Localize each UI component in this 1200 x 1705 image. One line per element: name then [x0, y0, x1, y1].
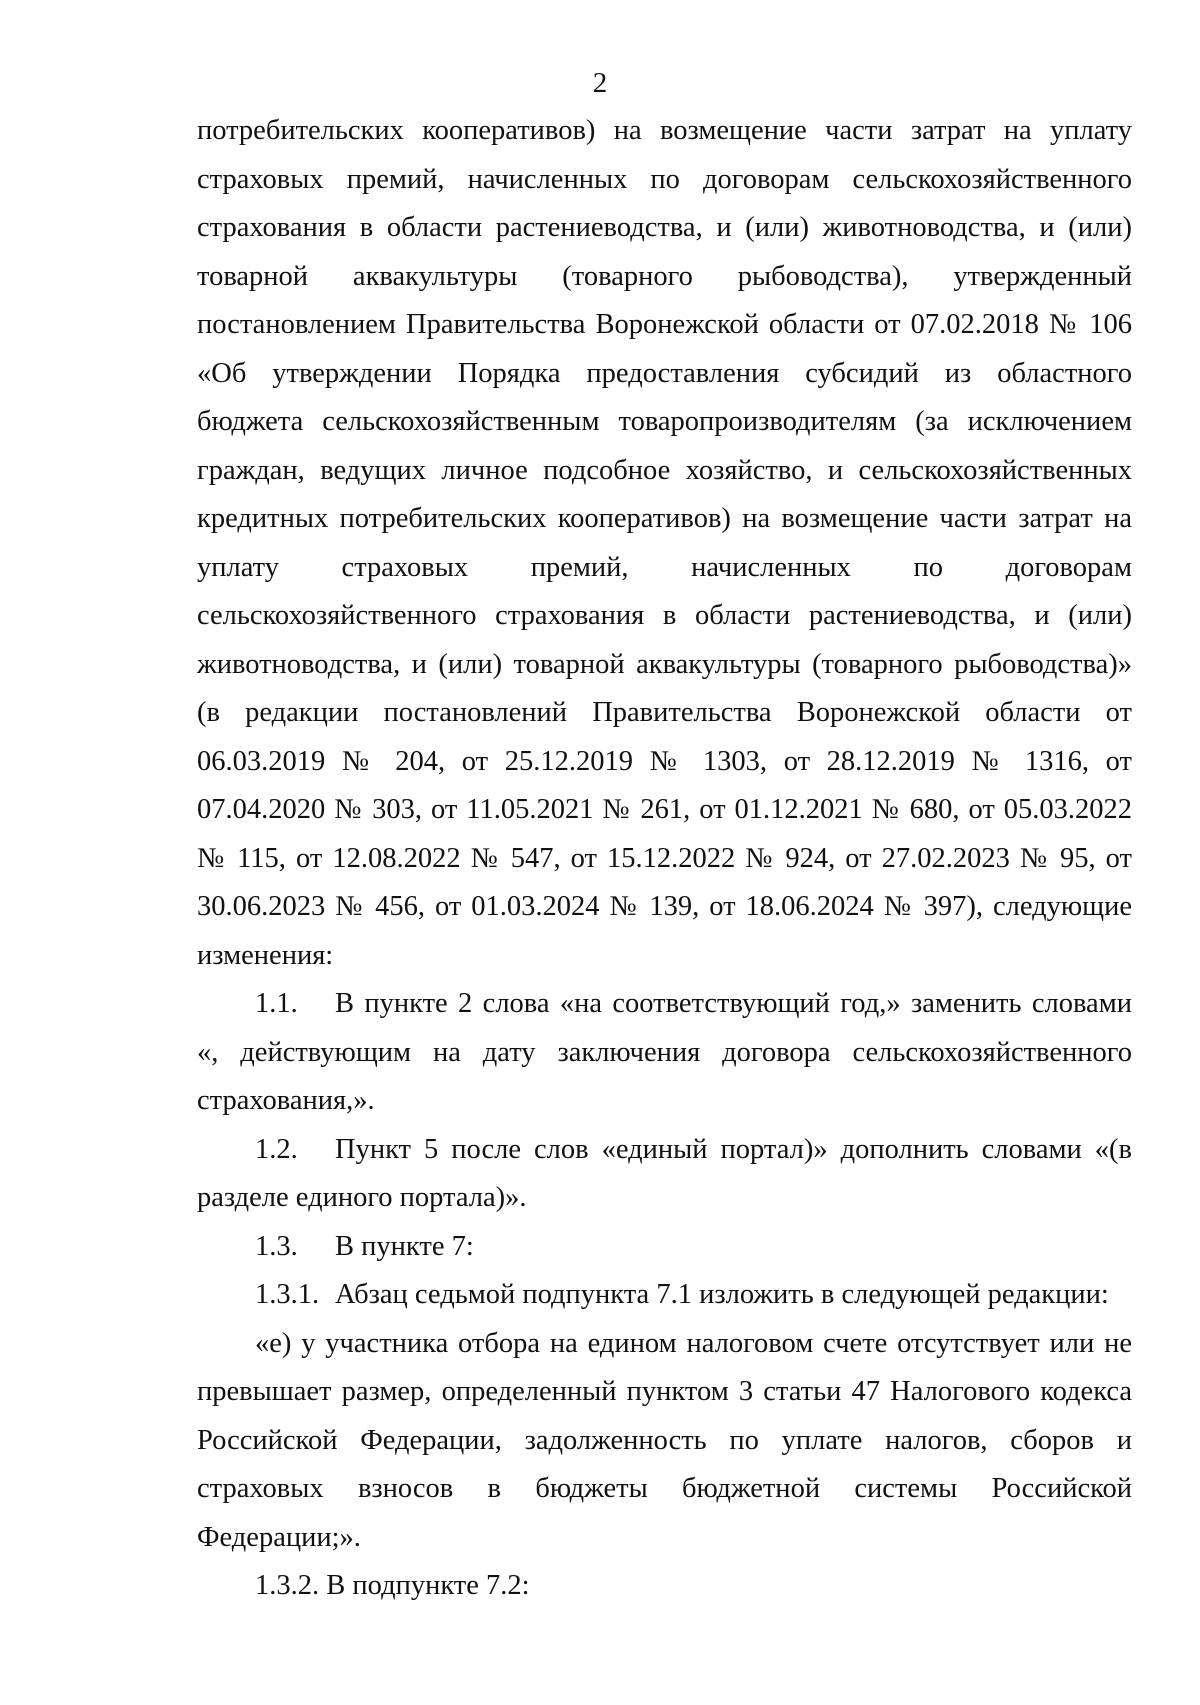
paragraph-1-1 [197, 980, 1132, 1126]
paragraph-1-3 [197, 1223, 1132, 1272]
paragraph-text: В пункте 2 слова «на соответствующий год,» заменить словами «, действующим на дату заключения договора сельскохозяйственного страхования,». [197, 988, 1132, 1116]
paragraph-quote-e: «е) у участника отбора на едином налоговом счете отсутствует или не превышает размер, определенный пунктом 3 статьи 47 Налогового кодекса Российской Федерации, задолженность по уплате налогов, сборов и страховых взносов в бюджеты бюджетной системы Российской Федерации;». [197, 1327, 1132, 1553]
page-number: 2 [592, 67, 608, 99]
item-number: 1.3.1. [255, 1279, 320, 1310]
document-body [197, 107, 1132, 1611]
item-number: 1.1. [255, 988, 298, 1019]
paragraph-text: Пункт 5 после слов «единый портал)» дополнить словами «(в разделе единого портала)». [197, 1133, 1132, 1213]
paragraph-text: Абзац седьмой подпункта 7.1 изложить в следующей редакции: [335, 1279, 1109, 1310]
paragraph-1-3-2: 1.3.2. В подпункте 7.2: [255, 1570, 530, 1601]
item-number: 1.3. [255, 1230, 298, 1262]
paragraph-1-3-1 [197, 1271, 1132, 1320]
item-number: 1.2. [255, 1133, 298, 1165]
paragraph-1-2 [197, 1126, 1132, 1223]
paragraph-intro: потребительских кооперативов) на возмещение части затрат на уплату страховых премий, начисленных по договорам сельскохозяйственного страхования в области растениеводства, и (или) животноводства, и (или) товарной аквакультуры (товарного рыбоводства), утвержденный постановлением Правительства Воронежской области от 07.02.2018 № 106 «Об утверждении Порядка предоставления субсидий из областного бюджета сельскохозяйственным товаропроизводителям (за исключением граждан, ведущих личное подсобное хозяйство, и сельскохозяйственных кредитных потребительских кооперативов) на возмещение части затрат на уплату страховых премий, начисленных по договорам сельскохозяйственного страхования в области растениеводства, и (или) животноводства, и (или) товарной аквакультуры (товарного рыбоводства)» (в редакции постановлений Правительства Воронежской области от 06.03.2019 № 204, от 25.12.2019 № 1303, от 28.12.2019 № 1316, от 07.04.2020 № 303, от 11.05.2021 № 261, от 01.12.2021 № 680, от 05.03.2022 № 115, от 12.08.2022 № 547, от 15.12.2022 № 924, от 27.02.2023 № 95, от 30.06.2023 № 456, от 01.03.2024 № 139, от 18.06.2024 № 397), следующие изменения: [197, 115, 1132, 971]
paragraph-text: В пункте 7: [335, 1230, 474, 1262]
